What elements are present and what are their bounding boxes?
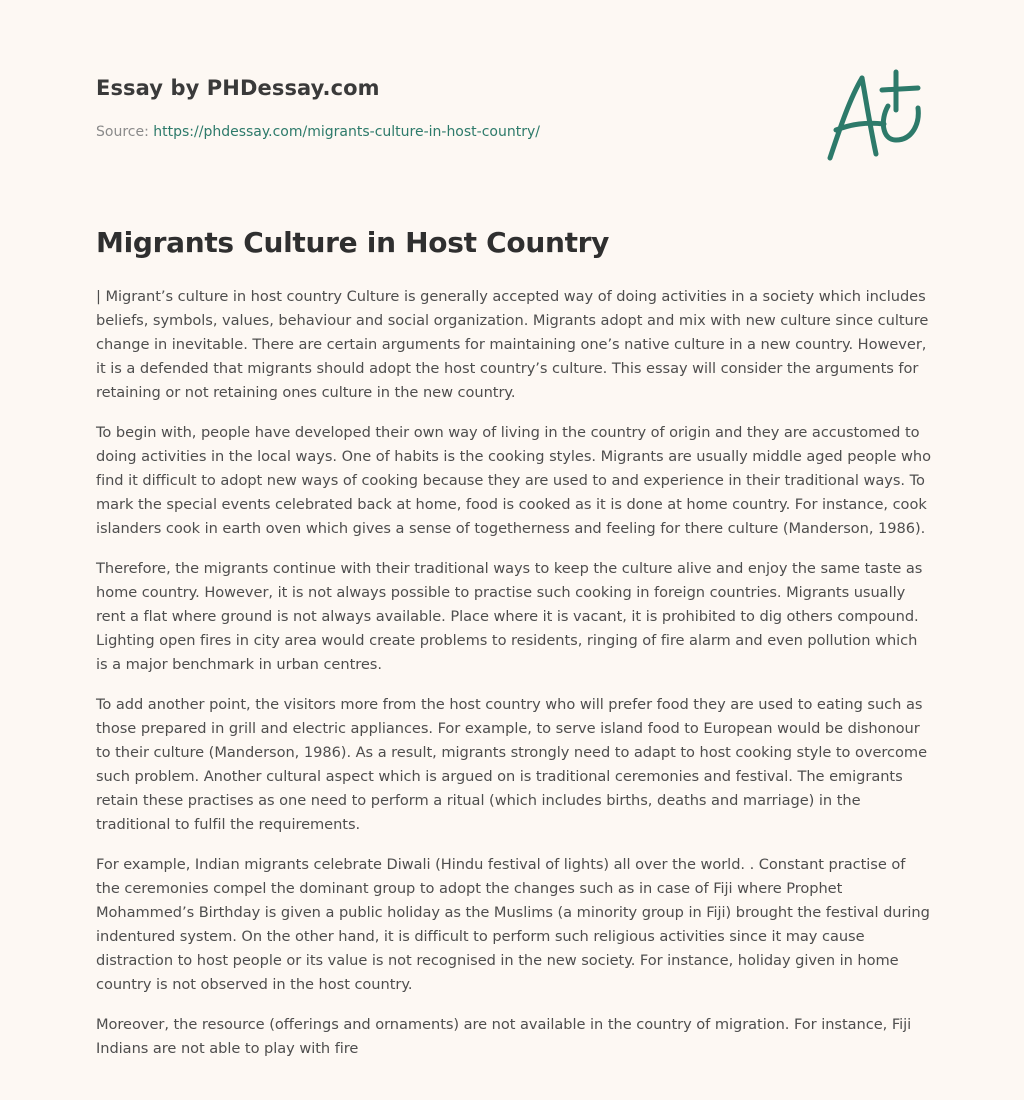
essay-paragraph: To begin with, people have developed their own way of living in the country of origin and they are accustomed to doing activities in the local ways. One of habits is the cooking styles. Migrants are usually middle aged people who find it difficult to adopt new ways of cooking because they are used to and experience in their traditional ways. To mark the special events celebrated back at home, food is cooked as it is done at home country. For instance, cook islanders cook in earth oven which gives a sense of togetherness and feeling for there culture (Manderson, 1986). bbox=[96, 424, 931, 537]
essay-paragraph: Moreover, the resource (offerings and ornaments) are not available in the country of migration. For instance, Fiji Indians are not able to play with fire bbox=[96, 1016, 912, 1057]
essay-body bbox=[96, 285, 932, 1077]
source-link[interactable]: https://phdessay.com/migrants-culture-in-host-country/ bbox=[153, 124, 540, 140]
source-label: Source: bbox=[96, 124, 154, 140]
essay-paragraph: Therefore, the migrants continue with their traditional ways to keep the culture alive and enjoy the same taste as home country. However, it is not always possible to practise such cooking in foreign countries. Migrants usually rent a flat where ground is not always available. Place where it is vacant, it is prohibited to dig others compound. Lighting open fires in city area would create problems to residents, ringing of fire alarm and even pollution which is a major benchmark in urban centres. bbox=[96, 560, 923, 673]
source-line bbox=[96, 124, 540, 140]
a-plus-logo-icon bbox=[826, 68, 926, 164]
essay-paragraph: For example, Indian migrants celebrate Diwali (Hindu festival of lights) all over the world. . Constant practise of the ceremonies compel the dominant group to adopt the changes such as in case of Fiji where Prophet Mohammed’s Birthday is given a public holiday as the Muslims (a minority group in Fiji) brought the festival during indentured system. On the other hand, it is difficult to perform such religious activities since it may cause distraction to host people or its value is not recognised in the new society. For instance, holiday given in home country is not observed in the host country. bbox=[96, 856, 930, 993]
site-brand: Essay by PHDessay.com bbox=[96, 76, 380, 100]
essay-paragraph: | Migrant’s culture in host country Culture is generally accepted way of doing activities in a society which includes beliefs, symbols, values, behaviour and social organization. Migrants adopt and mix with new culture since culture change in inevitable. There are certain arguments for maintaining one’s native culture in a new country. However, it is a defended that migrants should adopt the host country’s culture. This essay will consider the arguments for retaining or not retaining ones culture in the new country. bbox=[96, 288, 929, 401]
essay-title: Migrants Culture in Host Country bbox=[96, 226, 610, 259]
essay-paragraph: To add another point, the visitors more from the host country who will prefer food they are used to eating such as those prepared in grill and electric appliances. For example, to serve island food to European would be dishonour to their culture (Manderson, 1986). As a result, migrants strongly need to adapt to host cooking style to overcome such problem. Another cultural aspect which is argued on is traditional ceremonies and festival. The emigrants retain these practises as one need to perform a ritual (which includes births, deaths and marriage) in the traditional to fulfil the requirements. bbox=[96, 696, 927, 833]
